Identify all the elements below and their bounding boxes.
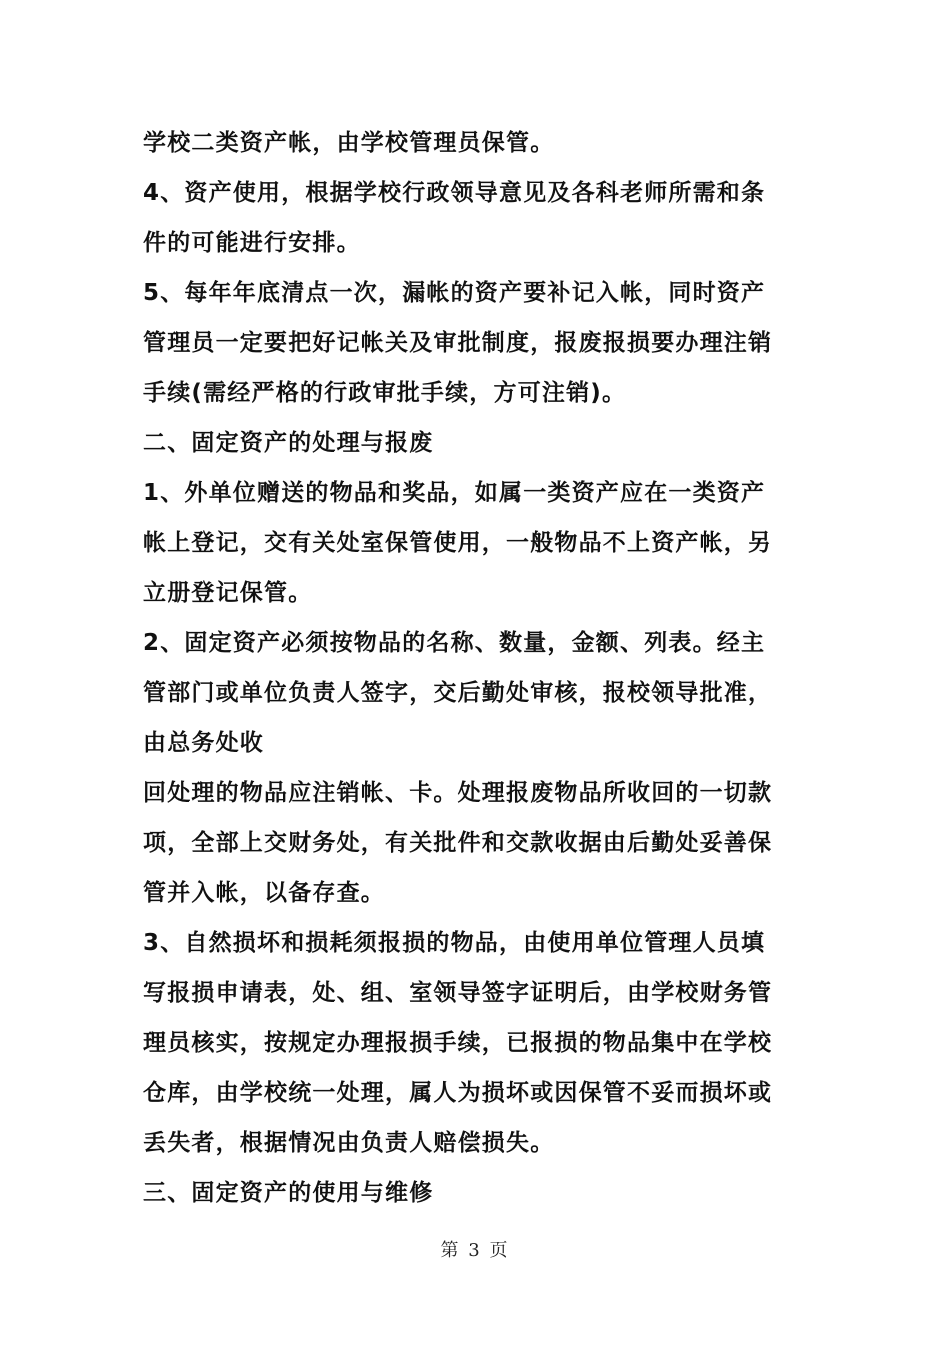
text-line: 件的可能进行安排。 bbox=[143, 230, 361, 256]
text-line: 管并入帐，以备存查。 bbox=[143, 880, 385, 906]
text-line: 4、资产使用，根据学校行政领导意见及各科老师所需和条 bbox=[143, 180, 766, 206]
page-number: 第 3 页 bbox=[440, 1240, 510, 1261]
text-line: 学校二类资产帐，由学校管理员保管。 bbox=[143, 130, 555, 156]
text-line: 由总务处收 bbox=[143, 730, 264, 756]
text-line: 手续(需经严格的行政审批手续，方可注销)。 bbox=[143, 380, 627, 406]
text-line: 3、自然损坏和损耗须报损的物品，由使用单位管理人员填 bbox=[143, 930, 766, 956]
text-line: 帐上登记，交有关处室保管使用，一般物品不上资产帐，另 bbox=[143, 530, 773, 556]
text-line: 5、每年年底清点一次，漏帐的资产要补记入帐，同时资产 bbox=[143, 280, 766, 306]
text-line: 1、外单位赠送的物品和奖品，如属一类资产应在一类资产 bbox=[143, 480, 766, 506]
text-line: 管部门或单位负责人签字，交后勤处审核，报校领导批准， bbox=[143, 680, 773, 706]
section-heading: 三、固定资产的使用与维修 bbox=[143, 1180, 434, 1206]
text-line: 回处理的物品应注销帐、卡。处理报废物品所收回的一切款 bbox=[143, 780, 773, 806]
text-line: 立册登记保管。 bbox=[143, 580, 313, 606]
section-heading: 二、固定资产的处理与报废 bbox=[143, 430, 434, 456]
text-line: 丢失者，根据情况由负责人赔偿损失。 bbox=[143, 1130, 555, 1156]
text-line: 项，全部上交财务处，有关批件和交款收据由后勤处妥善保 bbox=[143, 830, 773, 856]
text-line: 仓库，由学校统一处理，属人为损坏或因保管不妥而损坏或 bbox=[143, 1080, 773, 1106]
text-line: 理员核实，按规定办理报损手续，已报损的物品集中在学校 bbox=[143, 1030, 773, 1056]
text-line: 2、固定资产必须按物品的名称、数量，金额、列表。经主 bbox=[143, 630, 766, 656]
text-line: 管理员一定要把好记帐关及审批制度，报废报损要办理注销 bbox=[143, 330, 773, 356]
text-line: 写报损申请表，处、组、室领导签字证明后，由学校财务管 bbox=[143, 980, 773, 1006]
document-body bbox=[143, 118, 813, 1218]
